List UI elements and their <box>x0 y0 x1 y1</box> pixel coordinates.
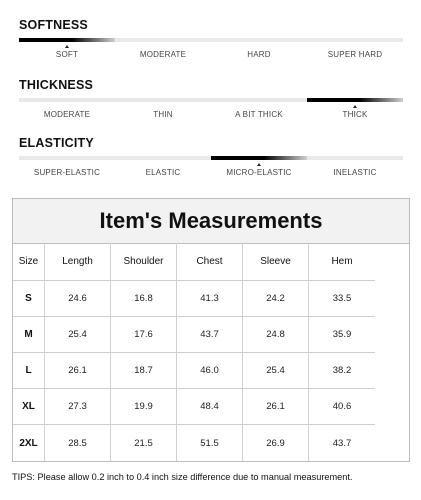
scale-option: MICRO-ELASTIC <box>226 168 292 177</box>
table-cell: 24.2 <box>243 281 309 317</box>
scale-marker-icon <box>353 105 357 108</box>
scale-option: THICK <box>342 110 368 119</box>
measurements-grid <box>13 243 409 461</box>
column-header: Hem <box>309 243 375 281</box>
scale-option: THIN <box>153 110 173 119</box>
table-cell: 46.0 <box>177 353 243 389</box>
scale-option: INELASTIC <box>333 168 377 177</box>
table-cell: 17.6 <box>111 317 177 353</box>
scale-option: SOFT <box>55 50 79 59</box>
scale-option: SUPER HARD <box>327 50 383 59</box>
size-label: XL <box>13 389 45 425</box>
table-cell: 43.7 <box>177 317 243 353</box>
table-cell: 51.5 <box>177 425 243 461</box>
table-cell: 28.5 <box>45 425 111 461</box>
table-cell: 33.5 <box>309 281 375 317</box>
scale-selected-fill <box>19 38 115 42</box>
size-label: 2XL <box>13 425 45 461</box>
table-title: Item's Measurements <box>13 199 409 244</box>
scale-marker-icon <box>65 45 69 48</box>
size-label: M <box>13 317 45 353</box>
table-cell: 43.7 <box>332 437 352 449</box>
table-cell: 19.9 <box>111 389 177 425</box>
column-header: Size <box>13 243 45 281</box>
scale-option: A BIT THICK <box>235 110 283 119</box>
scale-title: THICKNESS <box>19 78 94 92</box>
table-cell: 24.8 <box>243 317 309 353</box>
scale-option: HARD <box>247 50 271 59</box>
table-cell: 26.1 <box>45 353 111 389</box>
table-cell: 35.9 <box>309 317 375 353</box>
table-cell: 48.4 <box>177 389 243 425</box>
scale-option: ELASTIC <box>145 168 181 177</box>
table-cell: 26.9 <box>243 425 309 461</box>
scale-title: ELASTICITY <box>19 136 94 150</box>
table-cell: 38.2 <box>309 353 375 389</box>
column-header: Chest <box>177 243 243 281</box>
column-header: Length <box>45 243 111 281</box>
scale-track <box>19 98 403 102</box>
table-cell: 16.8 <box>111 281 177 317</box>
tips-note: TIPS: Please allow 0.2 inch to 0.4 inch size difference due to manual measurement. <box>12 472 353 482</box>
table-cell: 21.5 <box>111 425 177 461</box>
table-cell: 25.4 <box>45 317 111 353</box>
column-header: Shoulder <box>111 243 177 281</box>
table-cell: 18.7 <box>111 353 177 389</box>
scale-option: MODERATE <box>43 110 91 119</box>
scale-title: SOFTNESS <box>19 18 88 32</box>
scale-marker-icon <box>257 163 261 166</box>
measurements-table <box>12 198 410 462</box>
scale-option: MODERATE <box>139 50 187 59</box>
scale-selected-fill <box>211 156 307 160</box>
table-cell: 24.6 <box>45 281 111 317</box>
table-cell: 27.3 <box>45 389 111 425</box>
table-cell: 25.4 <box>243 353 309 389</box>
size-label: S <box>13 281 45 317</box>
scale-option: SUPER-ELASTIC <box>33 168 101 177</box>
table-cell: 40.6 <box>309 389 375 425</box>
table-cell: 41.3 <box>177 281 243 317</box>
column-header: Sleeve <box>243 243 309 281</box>
scale-track <box>19 38 403 42</box>
scale-track <box>19 156 403 160</box>
size-label: L <box>13 353 45 389</box>
table-cell: 26.1 <box>243 389 309 425</box>
scale-selected-fill <box>307 98 403 102</box>
